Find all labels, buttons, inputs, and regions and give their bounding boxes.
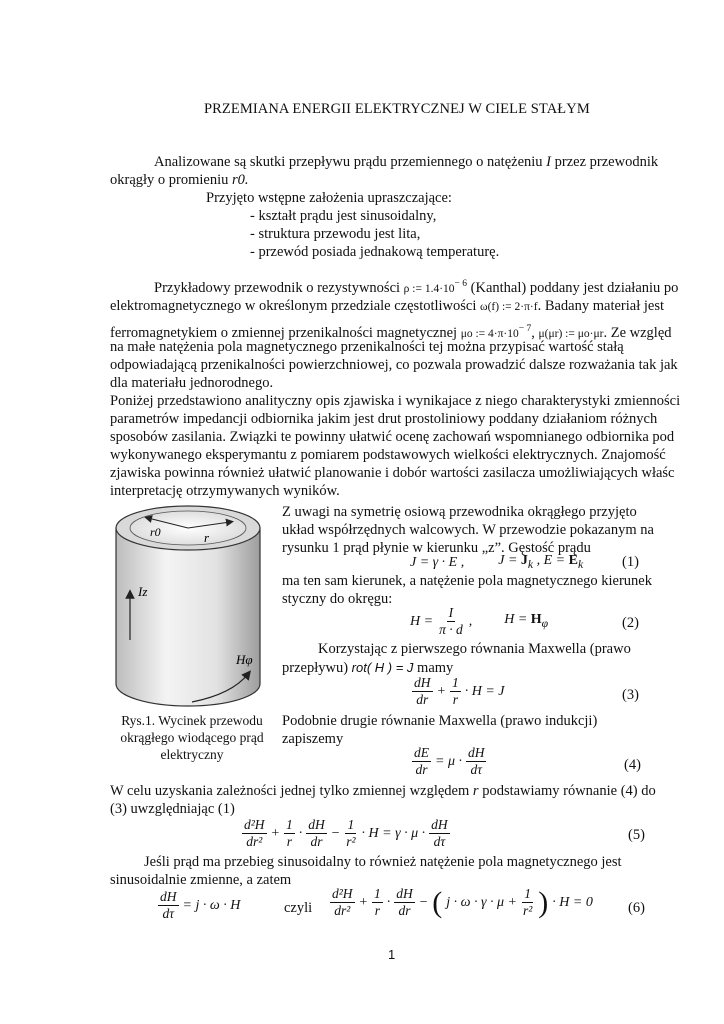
cylinder-body — [116, 528, 260, 706]
example-line-4: na małe natężenia pola magnetycznego przenikalności tej można przypisać wartość stałą — [110, 339, 624, 355]
equation-2-number: (2) — [622, 615, 639, 631]
intro-line-2: okrągły o promieniu r0. — [110, 172, 249, 188]
page-title: PRZEMIANA ENERGII ELEKTRYCZNEJ W CIELE STAŁYM — [204, 101, 590, 117]
rc-line: układ współrzędnych walcowych. W przewodzie pokazanym na — [282, 522, 654, 538]
equation-3-number: (3) — [622, 687, 639, 703]
rc-line: przepływu) rot( H ) = J mamy — [282, 660, 454, 676]
label-iz: Iz — [138, 584, 148, 599]
rc-line: Podobnie drugie równanie Maxwella (prawo indukcji) — [282, 713, 598, 729]
label-r0: r0 — [150, 525, 161, 539]
after-line-1: W celu uzyskania zależności jednej tylko zmiennej względem r podstawiamy równanie (4) do — [110, 783, 656, 799]
after-line-3: Jeśli prąd ma przebieg sinusoidalny to również natężenie pola magnetycznego jest — [144, 854, 622, 870]
rc-line: Z uwagi na symetrię osiową przewodnika okrągłego przyjęto — [282, 504, 637, 520]
figure-caption: Rys.1. Wycinek przewodu okrągłego wiodącego prąd elektryczny — [120, 713, 264, 762]
czyli-label: czyli — [284, 900, 313, 916]
assumption-item: - przewód posiada jednakową temperaturę. — [250, 244, 500, 260]
cylinder-figure — [108, 498, 272, 710]
equation-2: H = $\frac{I}{\pi \cdot d}$ , $H = H_\varphi$ — [410, 605, 549, 637]
equation-6a: $\frac{dH}{d\tau}$ = j · ω · H — [160, 889, 241, 921]
rc-line: Korzystając z pierwszego równania Maxwella (prawo — [318, 641, 631, 657]
para2-line: parametrów impedancji odbiornika jakim jest drut prostoliniowy poddany działaniom różnych — [110, 411, 658, 427]
after-line-4: sinusoidalnie zmienne, a zatem — [110, 872, 292, 888]
label-r: r — [204, 530, 210, 545]
equation-5: $\frac{\text{d²H}}{\text{dr²}}$ + $\frac{1}{r}$ · $\frac{dH}{dr}$ − $\frac{1}{\text{r²}}$ · H = γ · μ · $\frac{dH}{d\tau}$ — [244, 817, 448, 849]
equation-5-number: (5) — [628, 827, 645, 843]
para2-line: interpretację otrzymywanych wyników. — [110, 483, 340, 499]
equation-1-number: (1) — [622, 554, 639, 570]
label-hphi: Hφ — [236, 652, 253, 667]
rc-line: rysunku 1 prąd płynie w kierunku „z”. Gęstość prądu — [282, 540, 591, 556]
para2-line: Poniżej przedstawiono analityczny opis zjawiska i wynikajace z niego charakterystyki zmienności — [110, 393, 681, 409]
para2-line: zjawiska powinna również ułatwić planowanie i dobór wartości zasilacza umożliwiających właśc — [110, 465, 675, 481]
equation-1: J = γ · E , $J = J_k$ , $E = E_k$ — [410, 553, 584, 571]
equation-6-number: (6) — [628, 900, 645, 916]
example-line-1: Przykładowy przewodnik o rezystywności ρ := $1.4\cdot 10^{- 6}$ (Kanthal) poddany jest działaniu po — [154, 279, 679, 296]
rc-line: ma ten sam kierunek, a natężenie pola magnetycznego kierunek — [282, 573, 652, 589]
rc-line: styczny do okręgu: — [282, 591, 393, 607]
assumptions-title: Przyjęto wstępne założenia upraszczające: — [206, 190, 452, 206]
para2-line: sposobów zasilania. Związki te powinny ułatwić ocenę zachowań wspomnianego odbiornika pod — [110, 429, 675, 445]
equation-6b: $\frac{\text{d²H}}{\text{dr²}}$ + $\frac{1}{r}$ · $\frac{dH}{dr}$ − ( j · ω · γ · μ + $\frac{1}{\text{r²}}$ ) · H = 0 — [332, 885, 593, 919]
example-line-5: odpowiadającą przenikalności powierzchniowej, co pozwala prowadzić dalsze rozważania tak jak — [110, 357, 678, 373]
rc-line: zapiszemy — [282, 731, 344, 747]
equation-4: $\frac{dE}{dr}$ = μ · $\frac{dH}{d\tau}$ — [414, 745, 485, 777]
assumption-item: - struktura przewodu jest lita, — [250, 226, 421, 242]
after-line-2: (3) uwzględniając (1) — [110, 801, 235, 817]
equation-4-number: (4) — [624, 757, 641, 773]
example-line-6: dla materiału jednorodnego. — [110, 375, 274, 391]
example-line-2: elektromagnetycznego w określonym przedziale częstotliwości ω(f) := 2·π·f. Badany materiał jest — [110, 298, 664, 314]
assumption-item: - kształt prądu jest sinusoidalny, — [250, 208, 437, 224]
para2-line: wykonywanego eksperymantu z pomiarem podstawowych wielkości elektrycznych. Znajomość — [110, 447, 666, 463]
intro-line-1: Analizowane są skutki przepływu prądu przemiennego o natężeniu I przez przewodnik — [154, 154, 659, 170]
example-line-3: ferromagnetykiem o zmiennej przenikalności magnetycznej μo := $4\cdot\pi\cdot 10^{- 7}$, μ(μr) := μo·μr. Ze względ — [110, 324, 672, 341]
equation-3: $\frac{dH}{dr}$ + $\frac{1}{r}$ · H = J — [414, 675, 505, 707]
page-number: 1 — [388, 947, 396, 962]
